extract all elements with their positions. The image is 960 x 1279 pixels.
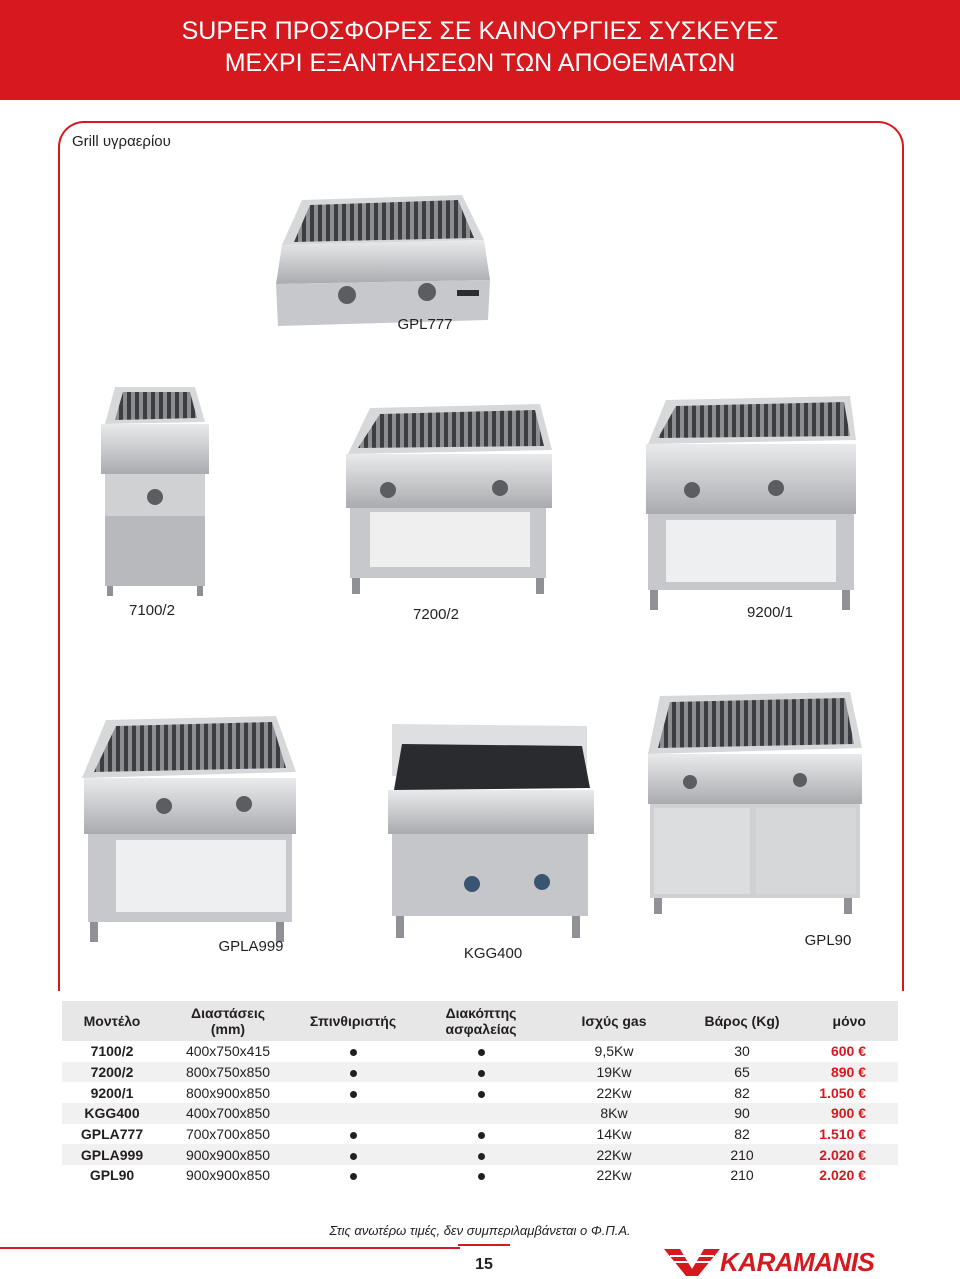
- cell-igniter: [294, 1124, 412, 1145]
- brand-v-icon: [664, 1247, 720, 1277]
- product-photo-7100-2: [95, 382, 215, 596]
- vat-footnote: Στις ανωτέρω τιμές, δεν συμπεριλαμβάνεται ο Φ.Π.Α.: [329, 1223, 631, 1238]
- cell-model: 9200/1: [90, 1084, 134, 1101]
- cell-igniter: [294, 1144, 412, 1165]
- cell-weight: 82: [734, 1126, 750, 1143]
- cell-gas-power: 22Kw: [596, 1084, 632, 1101]
- included-dot-icon: [478, 1132, 485, 1139]
- caption-gpl777: GPL777: [397, 316, 453, 333]
- banner-title-line-2: ΜΕΧΡΙ ΕΞΑΝΤΛΗΣΕΩΝ ΤΩΝ ΑΠΟΘΕΜΑΤΩΝ: [224, 49, 736, 77]
- cell-weight: 210: [730, 1167, 754, 1184]
- cell-gas-power: 22Kw: [596, 1167, 632, 1184]
- cell-model: KGG400: [62, 1103, 162, 1124]
- cell-price: 2.020 €: [806, 1144, 898, 1165]
- cell-safety-valve: [412, 1082, 550, 1103]
- caption-gpla999: GPLA999: [218, 938, 284, 955]
- cell-dimensions: 400x700x850: [162, 1103, 294, 1124]
- cell-model: GPLA777: [80, 1126, 144, 1143]
- cell-weight: 90: [678, 1103, 806, 1124]
- caption-kgg400: KGG400: [463, 945, 523, 962]
- cell-price: 600 €: [830, 1043, 866, 1060]
- cell-safety-valve: [412, 1103, 550, 1124]
- cell-gas-power: 22Kw: [550, 1144, 678, 1165]
- cell-model: 7100/2: [90, 1043, 134, 1060]
- included-dot-icon: [350, 1153, 357, 1160]
- cell-safety-valve: [412, 1165, 550, 1186]
- product-photo-7200-2: [340, 400, 556, 596]
- cell-model: GPLA999: [62, 1144, 162, 1165]
- page-number: 15: [475, 1256, 493, 1273]
- table-row: [62, 1165, 898, 1186]
- caption-9200-1: 9200/1: [747, 604, 793, 621]
- cell-safety-valve: [412, 1144, 550, 1165]
- table-row: [62, 1103, 898, 1124]
- cell-igniter: [294, 1041, 412, 1062]
- product-photo-9200-1: [636, 390, 860, 612]
- cell-dimensions: 900x900x850: [162, 1144, 294, 1165]
- included-dot-icon: [478, 1153, 485, 1160]
- cell-safety-valve: [412, 1062, 550, 1083]
- col-safety-valve: Διακόπτης ασφαλείας: [412, 1001, 550, 1041]
- cell-price: 1.050 €: [819, 1084, 866, 1101]
- product-photo-gpl90: [640, 688, 868, 914]
- cell-weight: 82: [734, 1084, 750, 1101]
- included-dot-icon: [478, 1049, 485, 1056]
- cell-igniter: [294, 1103, 412, 1124]
- cell-dimensions: 700x700x850: [185, 1126, 271, 1143]
- col-weight: Βάρος (Kg): [678, 1001, 806, 1041]
- cell-gas-power: 9,5Kw: [594, 1043, 634, 1060]
- cell-model: 7200/2: [62, 1062, 162, 1083]
- cell-weight: 210: [678, 1144, 806, 1165]
- cell-weight: 65: [678, 1062, 806, 1083]
- table-row: [62, 1082, 898, 1103]
- included-dot-icon: [478, 1070, 485, 1077]
- table-row: [62, 1124, 898, 1145]
- cell-igniter: [294, 1062, 412, 1083]
- cell-weight: 30: [734, 1043, 750, 1060]
- cell-gas-power: 14Kw: [596, 1126, 632, 1143]
- cell-dimensions: 800x750x850: [162, 1062, 294, 1083]
- cell-gas-power: 8Kw: [550, 1103, 678, 1124]
- col-dimensions: Διαστάσεις (mm): [162, 1001, 294, 1041]
- product-photo-gpla999: [76, 712, 302, 942]
- caption-7200-2: 7200/2: [413, 606, 459, 623]
- col-igniter: Σπινθιριστής: [294, 1001, 412, 1041]
- included-dot-icon: [350, 1132, 357, 1139]
- banner-title-line-1: SUPER ΠΡΟΣΦΟΡΕΣ ΣΕ ΚΑΙΝΟΥΡΓΙΕΣ ΣΥΣΚΕΥΕΣ: [181, 17, 779, 45]
- included-dot-icon: [478, 1091, 485, 1098]
- caption-7100-2: 7100/2: [129, 602, 175, 619]
- col-model: Μοντέλο: [62, 1001, 162, 1041]
- table-row: [62, 1041, 898, 1062]
- brand-name: KARAMANIS: [720, 1247, 875, 1277]
- cell-safety-valve: [412, 1124, 550, 1145]
- cell-igniter: [294, 1082, 412, 1103]
- table-row: [62, 1144, 898, 1165]
- included-dot-icon: [350, 1070, 357, 1077]
- brand-logo: [664, 1245, 914, 1277]
- specs-header-row: [62, 1001, 898, 1041]
- cell-gas-power: 19Kw: [550, 1062, 678, 1083]
- offer-banner: [0, 0, 960, 100]
- specs-table: [62, 1001, 898, 1186]
- table-row: [62, 1062, 898, 1083]
- product-photo-kgg400: [382, 716, 598, 940]
- col-gas-power: Ισχύς gas: [550, 1001, 678, 1041]
- cell-price: 900 €: [806, 1103, 898, 1124]
- caption-gpl90: GPL90: [804, 932, 852, 949]
- included-dot-icon: [350, 1049, 357, 1056]
- cell-igniter: [294, 1165, 412, 1186]
- cell-dimensions: 900x900x850: [185, 1167, 271, 1184]
- section-title: Grill υγραερίου: [72, 133, 171, 150]
- included-dot-icon: [350, 1091, 357, 1098]
- included-dot-icon: [478, 1173, 485, 1180]
- cell-price: 1.510 €: [819, 1126, 866, 1143]
- cell-price: 890 €: [806, 1062, 898, 1083]
- col-price: μόνο: [806, 1001, 898, 1041]
- included-dot-icon: [350, 1173, 357, 1180]
- product-photo-gpl777: [262, 180, 494, 330]
- footer-rule: [0, 1247, 460, 1249]
- cell-price: 2.020 €: [819, 1167, 866, 1184]
- cell-dimensions: 400x750x415: [185, 1043, 271, 1060]
- page-number-box: [458, 1244, 510, 1279]
- cell-safety-valve: [412, 1041, 550, 1062]
- cell-model: GPL90: [89, 1167, 135, 1184]
- cell-dimensions: 800x900x850: [185, 1084, 271, 1101]
